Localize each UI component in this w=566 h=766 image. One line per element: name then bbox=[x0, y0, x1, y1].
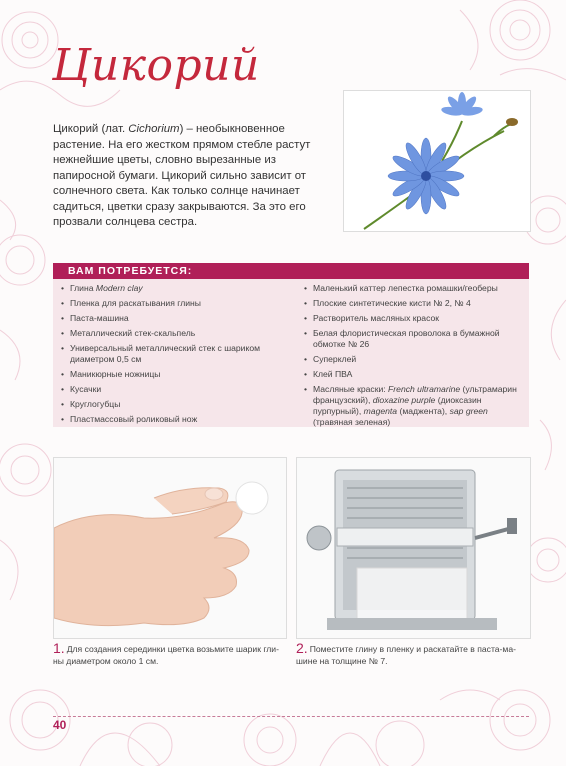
list-item: • Металлический стек-скальпель bbox=[60, 328, 280, 339]
hand-holding-clay-ball-illustration bbox=[54, 458, 286, 638]
intro-text-rest: ) – необыкновенное растение. На его жестком прямом стебле растут нежнейшие цветы, словно вырезанные из папиросной бумаги. Цикорий сильно зависит от солнечного света. Как только солнце начинает садиться, цветки сразу закрываются. За это его прозвали солнцева сестра. bbox=[53, 123, 311, 228]
page-title: Цикорий bbox=[52, 40, 260, 91]
list-item: • Растворитель масляных красок bbox=[303, 313, 525, 324]
chicory-flower-photo bbox=[343, 90, 531, 232]
pasta-machine-illustration bbox=[297, 458, 530, 638]
list-item: • Универсальный металлический стек с шариком диаметром 0,5 см bbox=[60, 343, 280, 365]
intro-paragraph bbox=[53, 122, 321, 231]
chicory-flower-illustration bbox=[344, 91, 530, 231]
step-2-text: Поместите глину в пленку и раскатайте в паста-ма- шине на толщине № 7. bbox=[296, 644, 516, 666]
list-item: • Масляные краски: French ultramarine (ультрамарин французский), dioxazine purple (диоксазин пурпурный), magenta (маджента), sap green (травяная зеленая) bbox=[303, 384, 525, 428]
list-item: • Пленка для раскатывания глины bbox=[60, 298, 280, 309]
list-item: • Маленький каттер лепестка ромашки/геоберы bbox=[303, 283, 525, 294]
list-item: • Глина Modern clay bbox=[60, 283, 280, 294]
list-item: • Суперклей bbox=[303, 354, 525, 365]
step-1-number: 1. bbox=[53, 640, 65, 656]
materials-heading: ВАМ ПОТРЕБУЕТСЯ: bbox=[68, 265, 193, 277]
step-1-text: Для создания серединки цветка возьмите шарик гли- ны диаметром около 1 см. bbox=[53, 644, 279, 666]
materials-list-left bbox=[60, 283, 280, 429]
step-1-photo bbox=[53, 457, 287, 639]
page-number: 40 bbox=[53, 718, 67, 732]
materials-header-band bbox=[53, 263, 529, 279]
list-item: • Круглогубцы bbox=[60, 399, 280, 410]
list-item: • Белая флористическая проволока в бумажной обмотке № 26 bbox=[303, 328, 525, 350]
list-item: • Пластмассовый роликовый нож bbox=[60, 414, 280, 425]
step-2-caption bbox=[296, 642, 532, 667]
step-1-caption bbox=[53, 642, 288, 667]
list-item: • Плоские синтетические кисти № 2, № 4 bbox=[303, 298, 525, 309]
footer-divider bbox=[53, 716, 529, 717]
intro-text-start: Цикорий (лат. bbox=[53, 123, 129, 135]
list-item: • Маникюрные ножницы bbox=[60, 369, 280, 380]
intro-latin-name: Cichorium bbox=[128, 123, 180, 135]
list-item: • Кусачки bbox=[60, 384, 280, 395]
materials-list-right bbox=[303, 283, 525, 432]
list-item: • Паста-машина bbox=[60, 313, 280, 324]
step-2-photo bbox=[296, 457, 531, 639]
list-item: • Клей ПВА bbox=[303, 369, 525, 380]
step-2-number: 2. bbox=[296, 640, 308, 656]
